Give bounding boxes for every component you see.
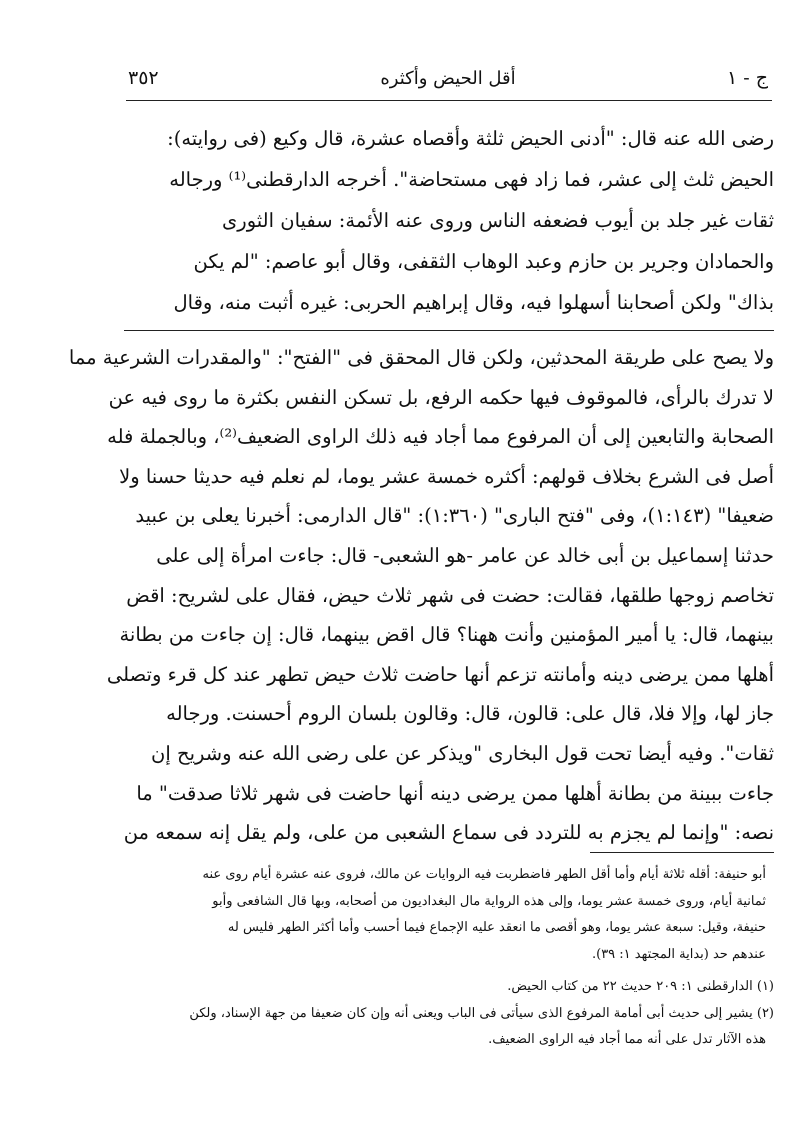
text-line: بذاك" ولكن أصحابنا أسهلوا فيه، وقال إبراهيم الحربى: غيره أثبت منه، وقال (173, 291, 774, 314)
text-line: ولا يصح على طريقة المحدثين، ولكن قال المحقق فى "الفتح": "والمقدرات الشرعية مما (68, 346, 774, 369)
page-header (128, 58, 768, 98)
text-line: الحيض ثلث إلى عشر، فما زاد فهى مستحاضة". أخرجه الدارقطنى⁽¹⁾ ورجاله (169, 168, 774, 191)
footnote-2: (٢) يشير إلى حديث أبى أمامة المرفوع الذى سيأتى فى الباب ويعنى أنه وإن كان ضعيفا من جهة الإسناد، ولكن (189, 1005, 774, 1021)
volume-label: ج - ١ (727, 67, 768, 89)
text-line: نصه: "وإنما لم يجزم به للتردد فى سماع الشعبى من على، ولم يقل إنه سمعه من (123, 821, 774, 845)
footnote-1: (١) الدارقطنى ١: ٢٠٩ حديث ٢٢ من كتاب الحيض. (507, 979, 774, 994)
text-line: بينهما، قال: يا أمير المؤمنين وأنت ههنا؟ قال اقض بينهما، قال: إن جاءت من بطانة (119, 623, 774, 647)
footnote-2-continued: هذه الآثار تدل على أنه مما أجاد فيه الراوى الضعيف. (488, 1032, 766, 1047)
footnote-divider (590, 852, 774, 853)
text-line: ضعيفا" (١:١٤٣)، وفى "فتح البارى" (١:٣٦٠): "قال الدارمى: أخبرنا يعلى بن عبيد (135, 504, 774, 528)
chapter-title: أقل الحيض وأكثره (380, 67, 516, 89)
main-text-block (68, 338, 774, 853)
text-line: لا تدرك بالرأى، فالموقوف فيها حكمه الرفع، بل تسكن النفس بكثرة ما روى فيه عن (108, 385, 774, 409)
header-divider (126, 100, 772, 101)
text-line: والحمادان وجرير بن حازم وعبد الوهاب الثقفى، وقال أبو عاصم: "لم يكن (193, 250, 774, 273)
text-line: أهلها ممن يرضى دينه وأمانته تزعم أنها حاضت ثلاث حيض تطهر عند كل قرء وتصلى (106, 662, 774, 686)
text-line: جاز لها، وإلا فلا، قال على: قالون، قال: وقالون بلسان الروم أحسنت. ورجاله (166, 702, 774, 726)
text-line: ثقات". وفيه أيضا تحت قول البخارى "ويذكر عن على رضى الله عنه وشريح إن (151, 741, 774, 765)
text-line: رضى الله عنه قال: "أدنى الحيض ثلثة وأقصاه عشرة، قال وكيع (فى روايته): (167, 127, 774, 150)
text-line: ثقات غير جلد بن أيوب فضعفه الناس وروى عنه الأئمة: سفيان الثورى (222, 209, 774, 232)
text-line: حدثنا إسماعيل بن أبى خالد عن عامر -هو الشعبى- قال: جاءت امرأة إلى على (156, 543, 774, 567)
upper-text-block (120, 118, 774, 323)
section-divider (124, 330, 774, 331)
footnote-line: حنيفة، وقيل: سبعة عشر يوما، وهو أقصى ما انعقد عليه الإجماع فيما أحسب وأما أكثر الطهر فليس له (227, 920, 766, 935)
text-line: تخاصم زوجها طلقها، فقالت: حضت فى شهر ثلاث حيض، فقال على لشريح: اقض (126, 583, 774, 607)
text-line: الصحابة والتابعين إلى أن المرفوع مما أجاد فيه ذلك الراوى الضعيف⁽²⁾، وبالجملة فله (107, 425, 774, 449)
footnote-line: أبو حنيفة: أقله ثلاثة أيام وأما أقل الطهر فاضطربت فيه الروايات عن مالك، فروى عنه عشرة أيام روى عنه (202, 867, 766, 882)
footnote-line: عندهم حد (بداية المجتهد ١: ٣٩). (591, 946, 766, 962)
page-number: ٣٥٢ (128, 67, 159, 89)
text-line: أصل فى الشرع بخلاف قولهم: أكثره خمسة عشر يوما، لم نعلم فيه حديثا حسنا ولا (119, 464, 774, 488)
footnote-line: ثمانية أيام، وروى خمسة عشر يوما، وإلى هذه الرواية مال البغداديون من أصحابه، وبها قال الشافعى وأبو (212, 893, 766, 909)
text-line: جاءت ببينة من بطانة أهلها ممن يرضى دينه أنها حاضت فى شهر ثلاثا صدقت" ما (136, 781, 774, 805)
footnotes (120, 862, 774, 1054)
